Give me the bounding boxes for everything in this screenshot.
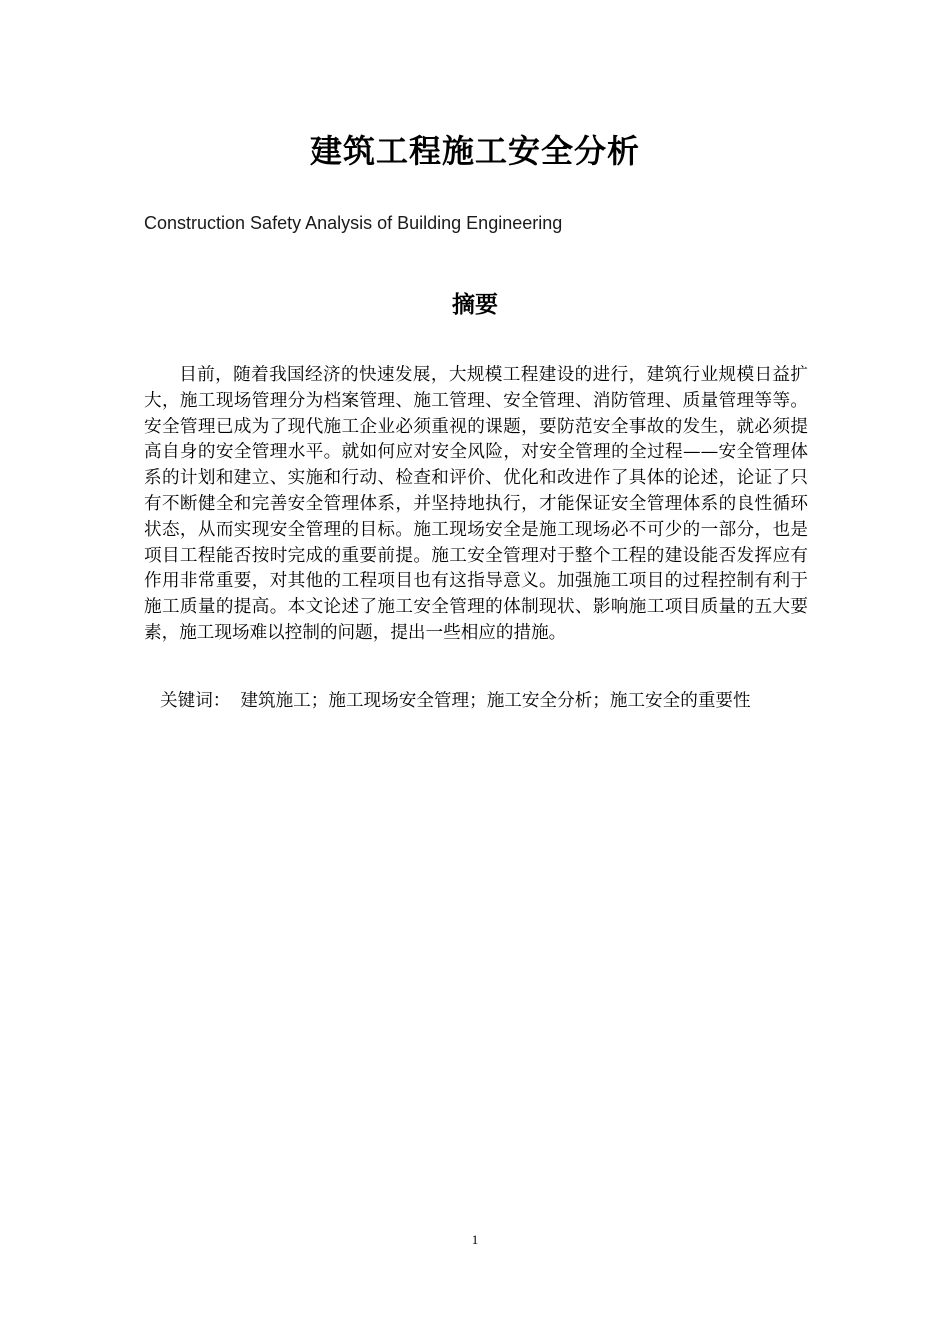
abstract-heading: 摘要 <box>452 292 498 318</box>
abstract-body: 目前，随着我国经济的快速发展，大规模工程建设的进行，建筑行业规模日益扩大，施工现场管理分为档案管理、施工管理、安全管理、消防管理、质量管理等等。安全管理已成为了现代施工企业必须重视的课题，要防范安全事故的发生，就必须提高自身的安全管理水平。就如何应对安全风险，对安全管理的全过程——安全管理体系的计划和建立、实施和行动、检查和评价、优化和改进作了具体的论述，论证了只有不断健全和完善安全管理体系，并坚持地执行，才能保证安全管理体系的良性循环状态，从而实现安全管理的目标。施工现场安全是施工现场必不可少的一部分，也是项目工程能否按时完成的重要前提。施工安全管理对于整个工程的建设能否发挥应有作用非常重要，对其他的工程项目也有这指导意义。加强施工项目的过程控制有利于施工质量的提高。本文论述了施工安全管理的体制现状、影响施工项目质量的五大要素，施工现场难以控制的问题，提出一些相应的措施。 <box>144 365 808 643</box>
keywords-text: 建筑施工；施工现场安全管理；施工安全分析；施工安全的重要性 <box>240 691 751 711</box>
keywords-label: 关键词： <box>160 691 231 711</box>
document-title: 建筑工程施工安全分析 <box>309 132 640 170</box>
keywords-line <box>160 688 840 714</box>
page-number: 1 <box>471 1232 479 1247</box>
english-title: Construction Safety Analysis of Building Engineering <box>144 213 563 233</box>
